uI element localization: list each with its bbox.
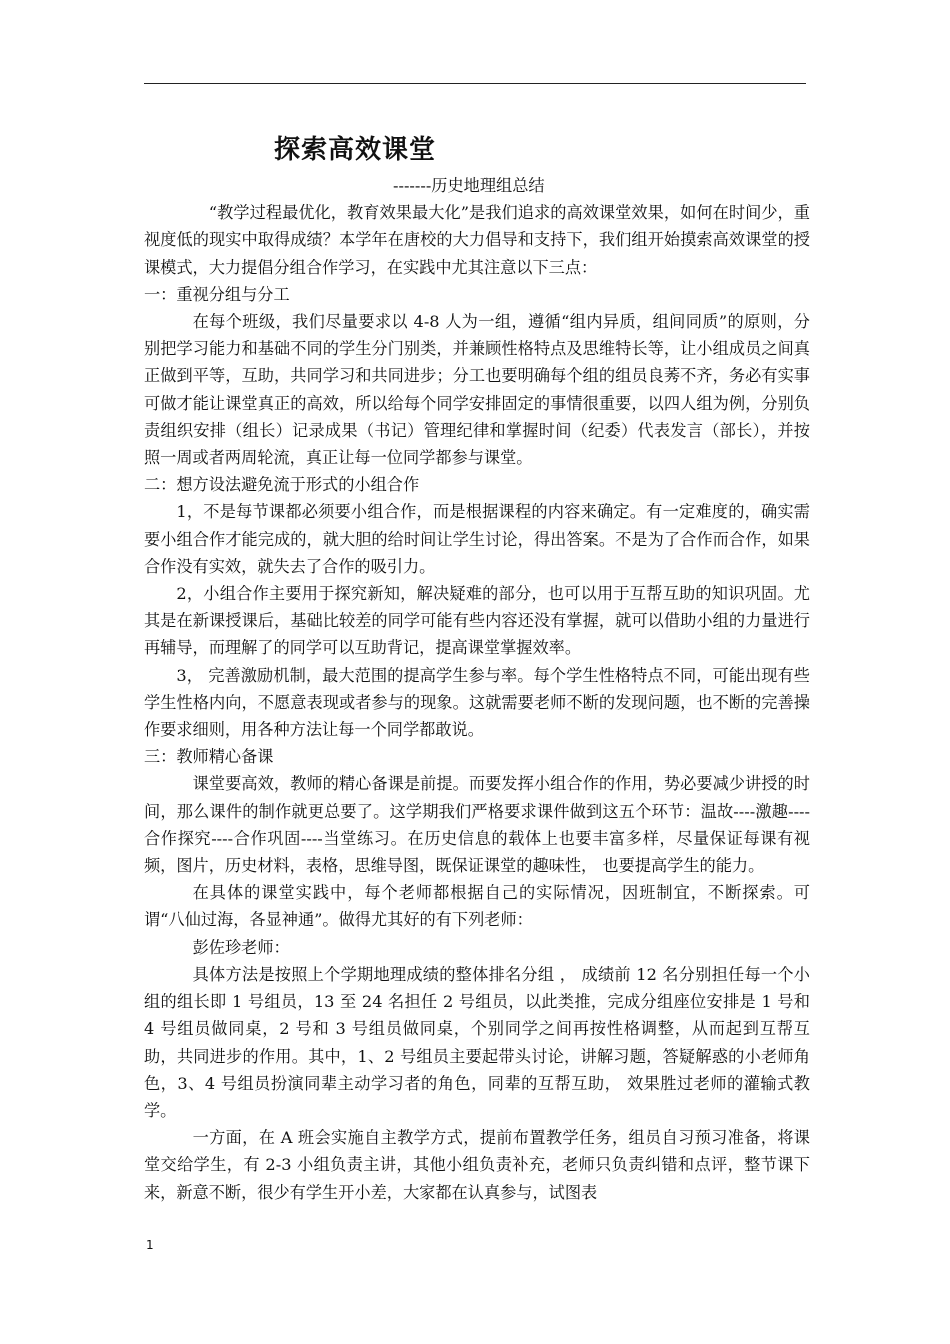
subtitle: -------历史地理组总结 bbox=[393, 176, 545, 195]
body-paragraph: 具体方法是按照上个学期地理成绩的整体排名分组 ， 成绩前 12 名分别担任每一个小组的组长即 1 号组员，13 至 24 名担任 2 号组员，以此类推，完成分组座位安排是 1 号和 4 号组员做同桌，2 号和 3 号组员做同桌，个别同学之间再按性格调整，从而起到互帮互助，共同进步的作用。其中，1、2 号组员主要起带头讨论，讲解习题，答疑解惑的小老师角色，3、4 号组员扮演同辈主动学习者的角色，同辈的互帮互助， 效果胜过老师的灌输式教学。 bbox=[144, 964, 816, 1120]
body-paragraph: 在具体的课堂实践中，每个老师都根据自己的实际情况，因班制宜，不断探索。可谓“八仙过海，各显神通”。做得尤其好的有下列老师： bbox=[144, 883, 810, 930]
section-heading: 一：重视分组与分工 bbox=[144, 284, 290, 304]
page-title: 探索高效课堂 bbox=[274, 135, 437, 165]
body-paragraph: 课堂要高效，教师的精心备课是前提。而要发挥小组合作的作用，势必要减少讲授的时间，那么课件的制作就更总要了。这学期我们严格要求课件做到这五个环节：温故----激趣----合作探究----合作巩固----当堂练习。在历史信息的载体上也要丰富多样，尽量保证每课有视频，图片，历史材料，表格，思维导图，既保证课堂的趣味性， 也要提高学生的能力。 bbox=[144, 774, 810, 876]
body-paragraph: 3， 完善激励机制，最大范围的提高学生参与率。每个学生性格特点不同，可能出现有些学生性格内向，不愿意表现或者参与的现象。这就需要老师不断的发现问题，也不断的完善操作要求细则，用各种方法让每一个同学都敢说。 bbox=[144, 665, 810, 740]
section-heading: 三：教师精心备课 bbox=[144, 747, 274, 767]
body-paragraph: 1，不是每节课都必须要小组合作，而是根据课程的内容来确定。有一定难度的，确实需要小组合作才能完成的，就大胆的给时间让学生讨论，得出答案。不是为了合作而合作，如果合作没有实效，就失去了合作的吸引力。 bbox=[144, 502, 810, 576]
document-body bbox=[144, 172, 816, 1206]
body-paragraph: 彭佐珍老师： bbox=[192, 937, 290, 957]
body-paragraph: 在每个班级，我们尽量要求以 4-8 人为一组，遵循“组内异质，组间同质”的原则，分别把学习能力和基础不同的学生分门别类，并兼顾性格特点及思维特长等，让小组成员之间真正做到平等，互助，共同学习和共同进步；分工也要明确每个组的组员良莠不齐，务必有实事可做才能让课堂真正的高效，所以给每个同学安排固定的事情很重要，以四人组为例，分别负责组织安排（组长）记录成果（书记）管理纪律和掌握时间（纪委）代表发言（部长），并按照一周或者两周轮流，真正让每一位同学都参与课堂。 bbox=[144, 312, 810, 468]
header-rule bbox=[144, 83, 806, 84]
body-paragraph: 一方面，在 A 班会实施自主教学方式，提前布置教学任务，组员自习预习准备，将课堂交给学生，有 2-3 小组负责主讲，其他小组负责补充，老师只负责纠错和点评，整节课下来，新意不断，很少有学生开小差，大家都在认真参与，试图表 bbox=[144, 1128, 810, 1202]
body-paragraph: 2，小组合作主要用于探究新知，解决疑难的部分，也可以用于互帮互助的知识巩固。尤其是在新课授课后，基础比较差的同学可能有些内容还没有掌握，就可以借助小组的力量进行再辅导，而理解了的同学可以互助背记，提高课堂掌握效率。 bbox=[144, 584, 810, 658]
page-number: 1 bbox=[146, 1238, 154, 1252]
body-paragraph: “教学过程最优化，教育效果最大化”是我们追求的高效课堂效果，如何在时间少，重视度低的现实中取得成绩？本学年在唐校的大力倡导和支持下，我们组开始摸索高效课堂的授课模式，大力提倡分组合作学习，在实践中尤其注意以下三点： bbox=[144, 203, 810, 277]
section-heading: 二：想方设法避免流于形式的小组合作 bbox=[144, 475, 420, 495]
